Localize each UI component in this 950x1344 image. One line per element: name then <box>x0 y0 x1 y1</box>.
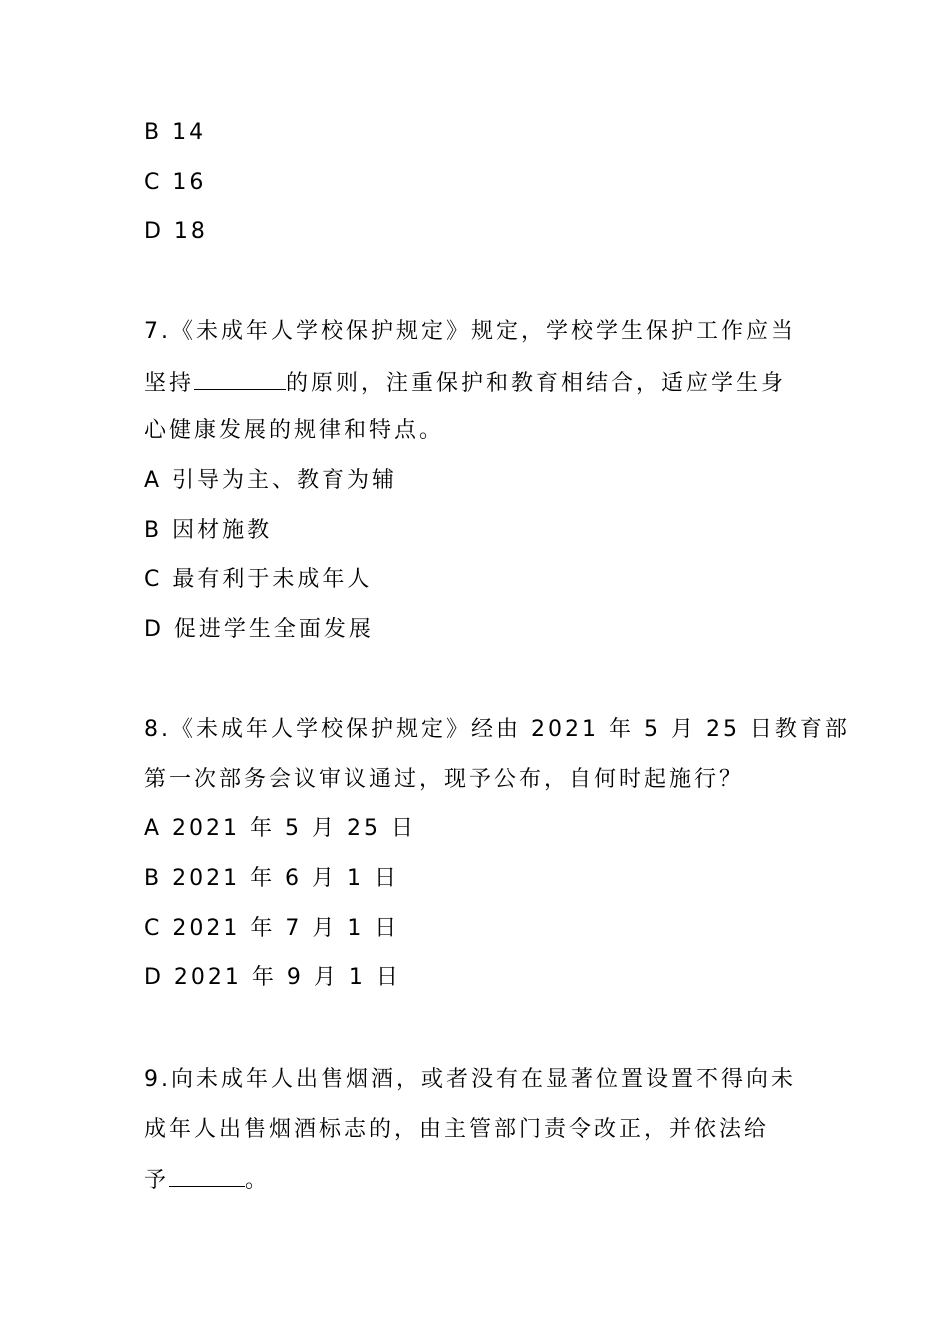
q6-option-d: D 18 <box>144 219 208 244</box>
q7-stem-line1: 7.《未成年人学校保护规定》规定，学校学生保护工作应当 <box>144 319 796 344</box>
q7-stem-line2-pre: 坚持 <box>144 371 195 396</box>
q9-fill-blank <box>169 1164 245 1187</box>
q9-stem-line3-post: 。 <box>245 1168 271 1193</box>
q9-stem-line3-pre: 予 <box>144 1168 170 1193</box>
q8-option-a: A 2021 年 5 月 25 日 <box>144 816 416 841</box>
q9-stem-line1: 9.向未成年人出售烟酒，或者没有在显著位置设置不得向未 <box>144 1067 796 1092</box>
q7-option-a: A 引导为主、教育为辅 <box>144 468 398 493</box>
q7-option-b: B 因材施教 <box>144 518 273 543</box>
q8-option-c: C 2021 年 7 月 1 日 <box>144 916 400 941</box>
q7-fill-blank <box>194 367 286 390</box>
q8-stem-line2: 第一次部务会议审议通过，现予公布，自何时起施行？ <box>144 767 745 792</box>
q9-stem-line3 <box>144 1164 270 1196</box>
q8-option-d: D 2021 年 9 月 1 日 <box>144 965 401 990</box>
q7-stem-line3: 心健康发展的规律和特点。 <box>144 418 445 443</box>
q6-option-b: B 14 <box>144 120 207 145</box>
q8-stem-line1: 8.《未成年人学校保护规定》经由 2021 年 5 月 25 日教育部 <box>144 717 850 742</box>
q7-option-d: D 促进学生全面发展 <box>144 617 374 642</box>
q7-stem-line2-post: 的原则，注重保护和教育相结合，适应学生身 <box>286 371 787 396</box>
q9-stem-line2: 成年人出售烟酒标志的，由主管部门责令改正，并依法给 <box>144 1117 770 1142</box>
q7-option-c: C 最有利于未成年人 <box>144 567 373 592</box>
q7-stem-line2 <box>144 367 786 399</box>
q6-option-c: C 16 <box>144 170 207 195</box>
q8-option-b: B 2021 年 6 月 1 日 <box>144 866 400 891</box>
